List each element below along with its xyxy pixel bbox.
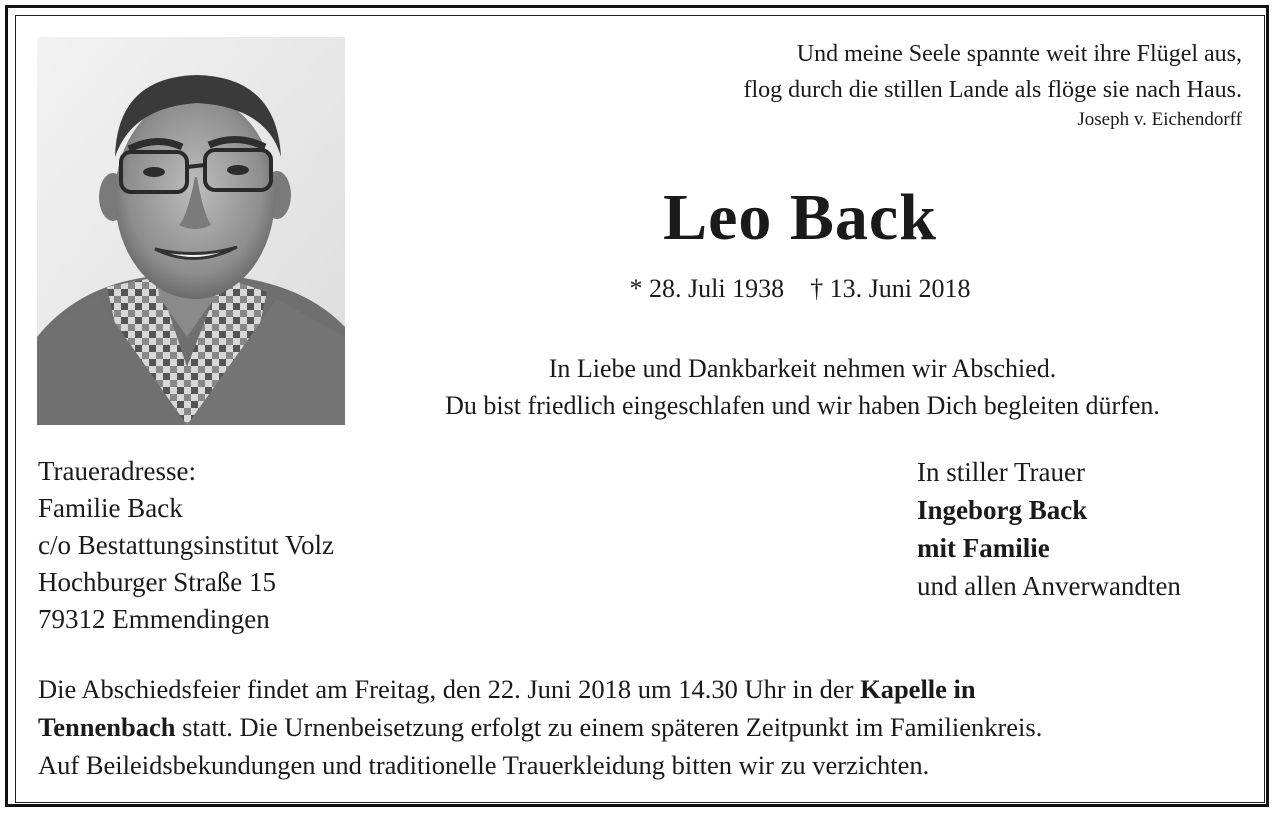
deceased-name: Leo Back: [663, 181, 937, 254]
address-heading: Traueradresse:: [38, 456, 196, 486]
farewell-text: [355, 350, 1250, 424]
notice-place-2: Tennenbach: [38, 712, 176, 742]
mourners-family: mit Familie: [917, 533, 1050, 563]
poem-author: Joseph v. Eichendorff: [1077, 109, 1242, 130]
mourners-intro: In stiller Trauer: [917, 457, 1085, 487]
notice-line-3: Auf Beileidsbekundungen und traditionelle Trauerkleidung bitten wir zu verzichten.: [38, 750, 930, 780]
notice-line-1: [38, 670, 1248, 708]
mourners-block: [917, 453, 1257, 605]
poem-line-2: flog durch die stillen Lande als flöge sie nach Haus.: [743, 77, 1242, 103]
mourners-others: und allen Anverwandten: [917, 571, 1181, 601]
address-line-4: 79312 Emmendingen: [38, 604, 270, 634]
poem-quote: [542, 36, 1242, 134]
ceremony-notice: [38, 670, 1248, 784]
farewell-line-2: Du bist friedlich eingeschlafen und wir haben Dich begleiten dürfen.: [445, 391, 1160, 420]
portrait-photo: [37, 37, 345, 425]
mourners-name: Ingeborg Back: [917, 495, 1088, 525]
address-line-3: Hochburger Straße 15: [38, 567, 276, 597]
notice-part-2: statt. Die Urnenbeisetzung erfolgt zu einem späteren Zeitpunkt im Familienkreis.: [175, 712, 1043, 742]
birth-date: * 28. Juli 1938: [629, 274, 785, 303]
notice-part-1: Die Abschiedsfeier findet am Freitag, den 22. Juni 2018 um 14.30 Uhr in der: [38, 674, 861, 704]
life-dates: [500, 274, 1100, 304]
address-line-2: c/o Bestattungsinstitut Volz: [38, 530, 335, 560]
poem-line-1: Und meine Seele spannte weit ihre Flügel aus,: [796, 41, 1242, 67]
notice-place-1: Kapelle in: [860, 674, 976, 704]
address-line-1: Familie Back: [38, 493, 183, 523]
mourning-address: [38, 453, 538, 638]
death-date: † 13. Juni 2018: [810, 274, 971, 303]
portrait-illustration: [37, 37, 345, 425]
farewell-line-1: In Liebe und Dankbarkeit nehmen wir Abschied.: [548, 354, 1057, 383]
notice-line-2: [38, 708, 1248, 746]
